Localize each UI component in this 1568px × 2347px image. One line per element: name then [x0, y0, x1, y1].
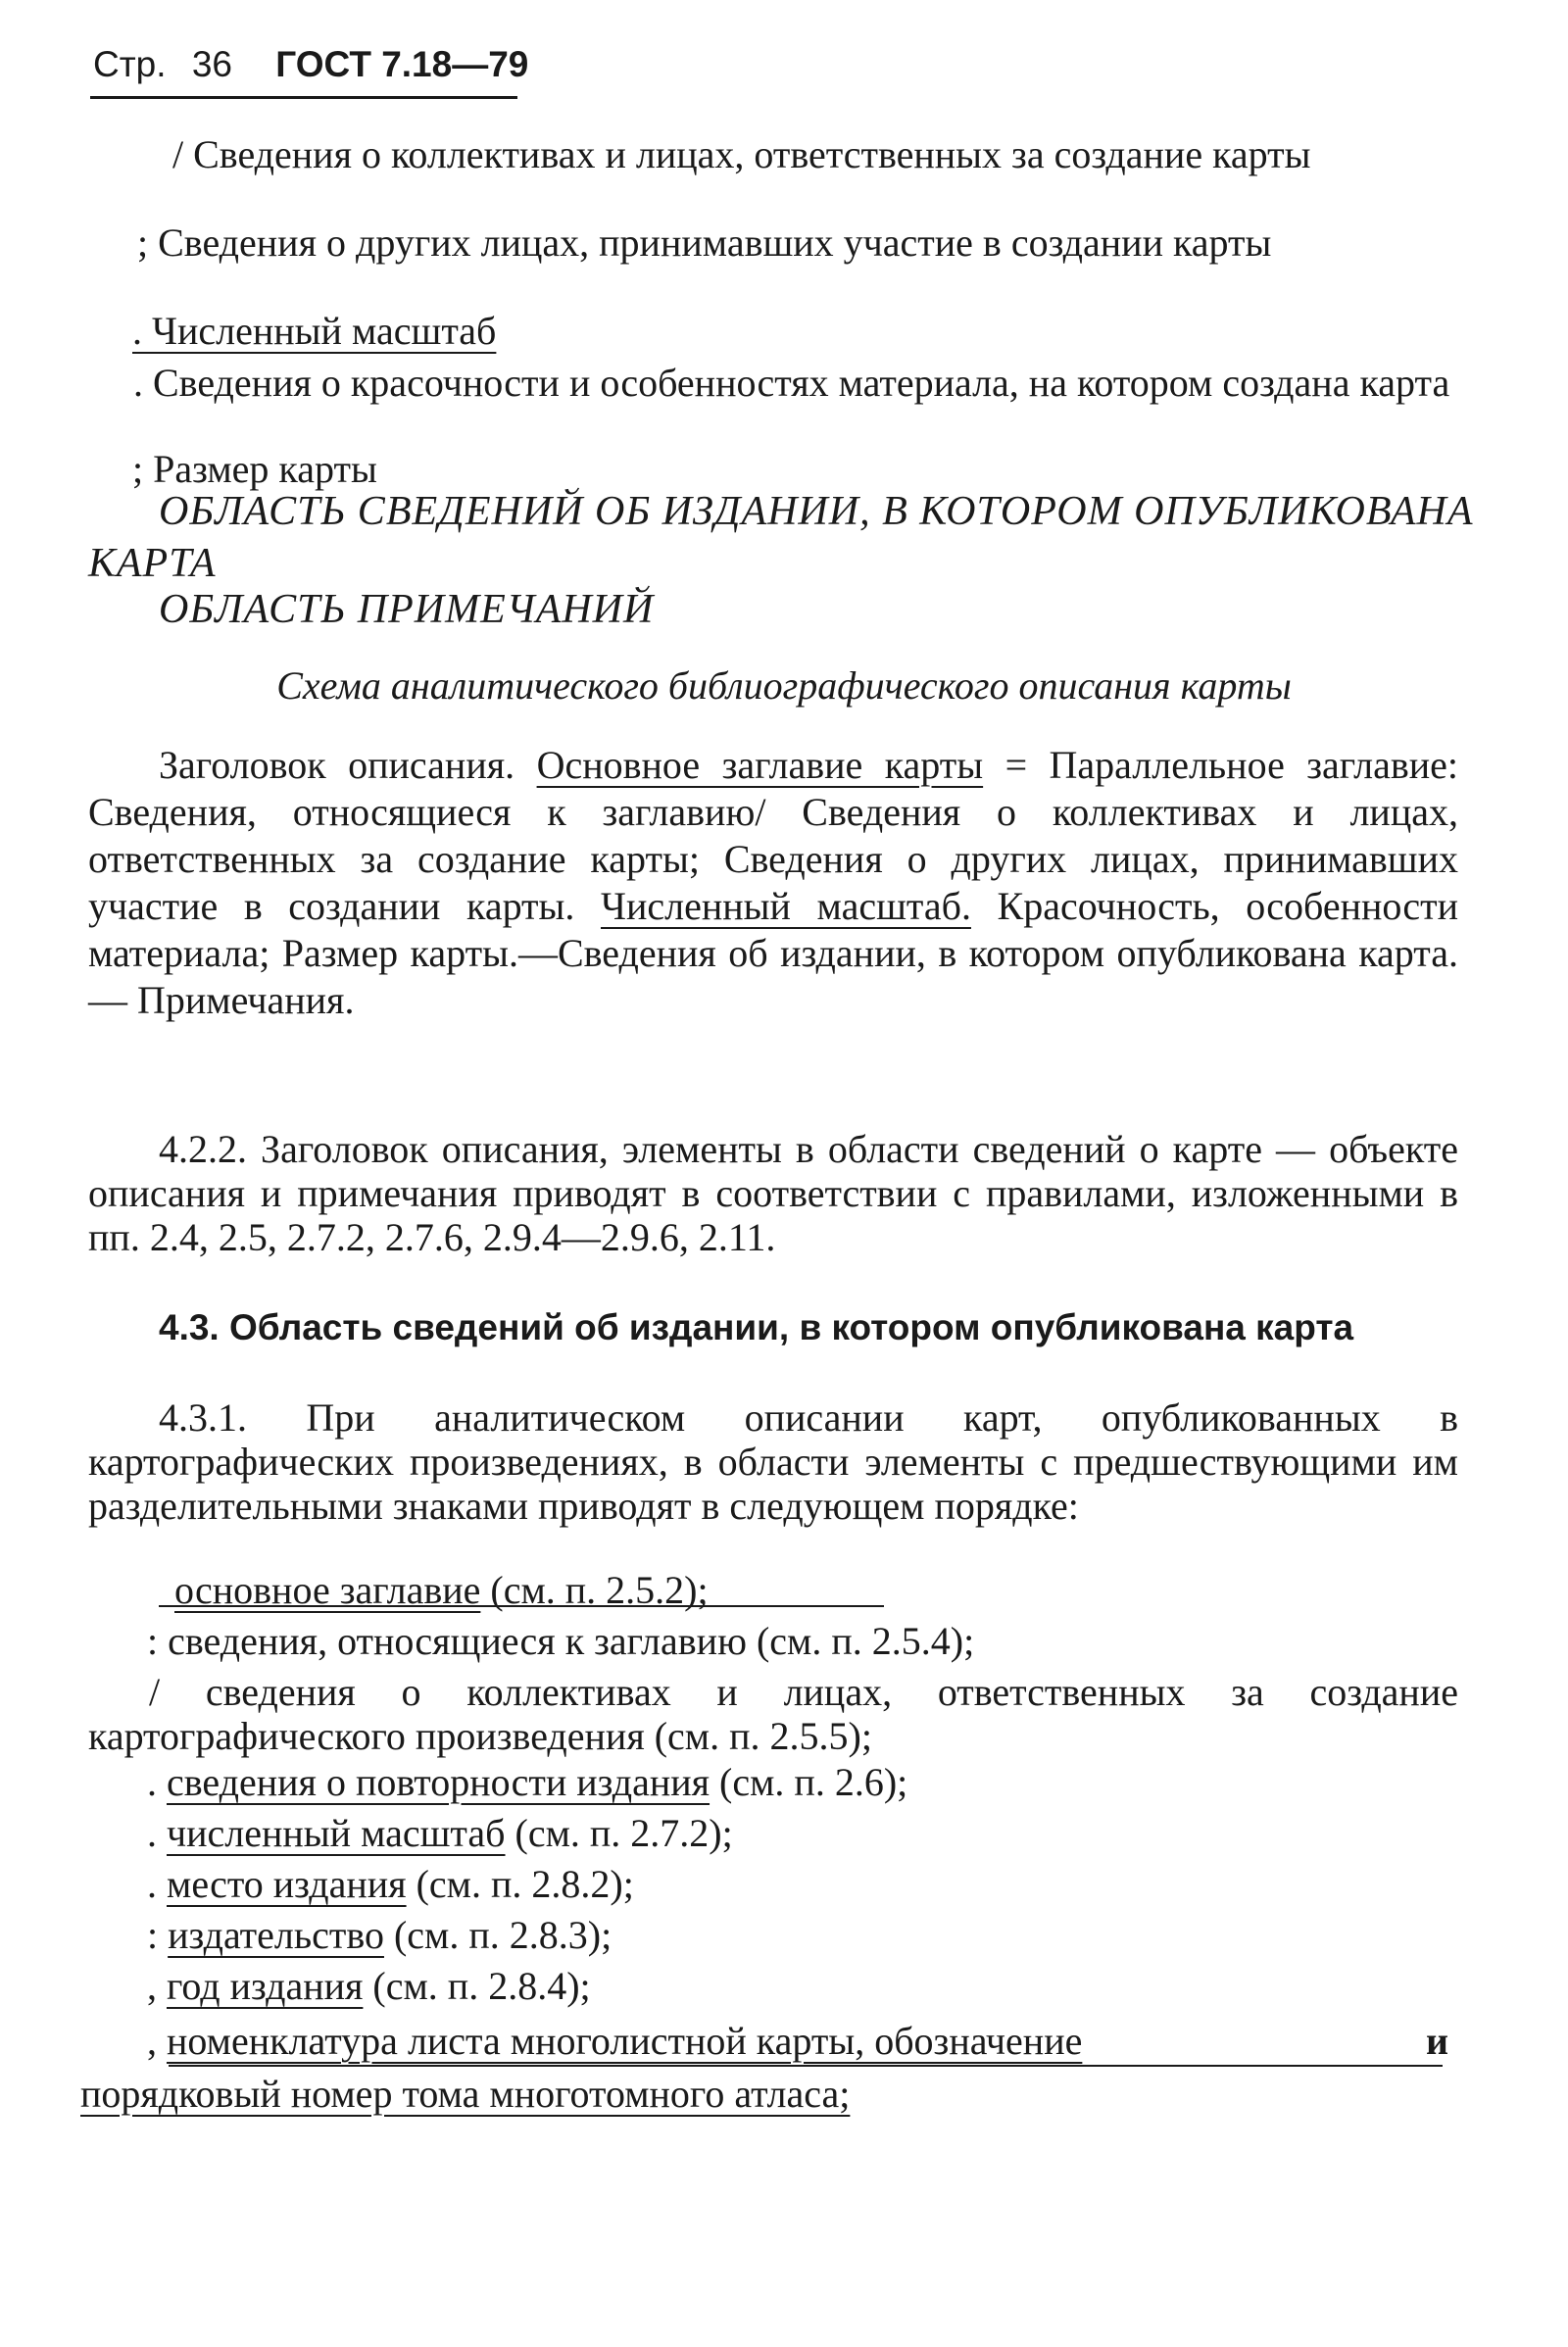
page-number: 36 [191, 44, 232, 84]
list2-rule-2 [169, 2065, 1443, 2067]
list2-item-edition: . сведения о повторности издания (см. п. 2.6); [147, 1760, 908, 1804]
list1-size: ; Размер карты [132, 447, 377, 491]
standard-code: ГОСТ 7.18—79 [275, 44, 529, 84]
list2-item-responsibility: / сведения о коллективах и лицах, ответственных за создание картографического произведения (см. п. 2.5.5); [88, 1670, 1458, 1758]
section-4-2-2: 4.2.2. Заголовок описания, элементы в области сведений о карте — объекте описания и примечания приводят в соответствии с правилами, изложенными в пп. 2.4, 2.5, 2.7.2, 2.7.6, 2.9.4—2.9.6, 2.11. [88, 1127, 1458, 1259]
list2-item-year: , год издания (см. п. 2.8.4); [147, 1964, 591, 2008]
header-rule [90, 96, 517, 99]
list1-other-persons: ; Сведения о других лицах, принимавших участие в создании карты [137, 220, 1272, 265]
list2-item-publisher: : издательство (см. п. 2.8.3); [147, 1913, 612, 1957]
list2-rule-1 [159, 1605, 884, 1607]
list1-color-material: . Сведения о красочности и особенностях материала, на котором создана карта [133, 361, 1450, 405]
list2-item-nomenclature: , номенклатура листа многолистной карты, обозначение и [147, 2019, 1448, 2063]
scheme-heading: Схема аналитического библиографического описания карты [276, 663, 1292, 708]
section-4-3-1-intro: 4.3.1. При аналитическом описании карт, опубликованных в картографических произведениях, в области элементы с предшествующими им разделительными знаками приводят в следующем порядке: [88, 1395, 1458, 1528]
scheme-paragraph: Заголовок описания. Основное заглавие карты = Параллельное заглавие: Сведения, относящиеся к заглавию/ Сведения о коллективах и лицах, ответственных за создание карты; Сведения о других лицах, принимавших участие в создании карты. Численный масштаб. Красочность, особенности материала; Размер карты.—Сведения об издании, в котором опубликована карта. — Примечания. [88, 743, 1459, 1022]
list2-item-volume: порядковый номер тома многотомного атласа; [80, 2072, 851, 2116]
list1-scale: . Численный масштаб [132, 309, 497, 353]
list2-item-place: . место издания (см. п. 2.8.2); [147, 1862, 634, 1906]
list2-item-other-title: : сведения, относящиеся к заглавию (см. п. 2.5.4); [147, 1619, 975, 1663]
section-4-3-title: 4.3. Область сведений об издании, в котором опубликована карта [159, 1307, 1354, 1347]
list2-item-scale: . численный масштаб (см. п. 2.7.2); [147, 1811, 733, 1855]
edition-area-heading: ОБЛАСТЬ СВЕДЕНИЙ ОБ ИЗДАНИИ, В КОТОРОМ ОПУБЛИКОВАНА КАРТА [88, 489, 1474, 586]
list1-responsibility: / Сведения о коллективах и лицах, ответственных за создание карты [172, 132, 1311, 176]
notes-area-heading: ОБЛАСТЬ ПРИМЕЧАНИЙ [159, 587, 655, 632]
list2-item-title: основное заглавие (см. п. 2.5.2); [174, 1568, 709, 1612]
page-header [93, 43, 528, 86]
page-label: Стр. [93, 44, 167, 84]
